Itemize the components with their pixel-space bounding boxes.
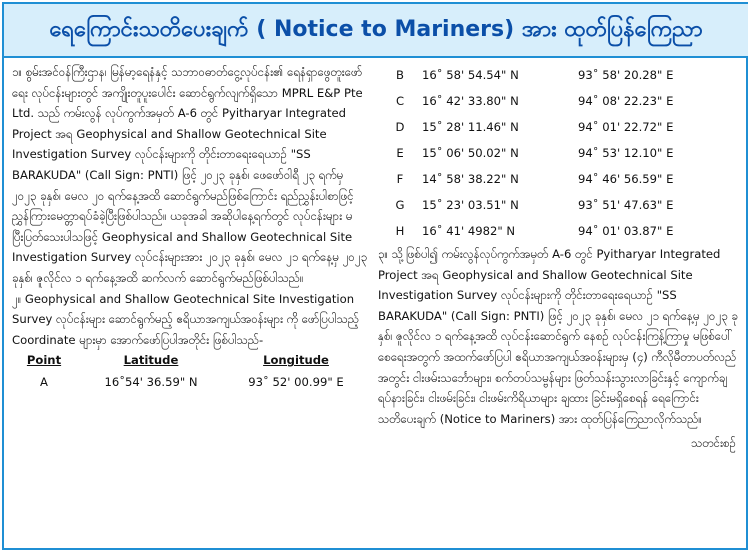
longitude-cell: 93˚ 58' 20.28" E <box>578 67 674 82</box>
latitude-cell: 16˚54' 36.59" N <box>104 374 198 389</box>
longitude-cell: 93˚ 51' 47.63" E <box>578 197 674 212</box>
longitude-cell: 94˚ 01' 03.87" E <box>578 223 674 238</box>
point-cell: C <box>395 93 405 108</box>
latitude-cell: 16˚ 41' 4982" N <box>422 223 516 238</box>
paragraph-1: ၁။ စွမ်းအင်ဝန်ကြီးဌာန၊ မြန်မာ့ရေနံနှင့် သဘာဝဓာတ်ငွေ့လုပ်ငန်း၏ ရေနံရှာဖွေတူးဖော်ရေး လုပ်ငန်းများတွင် အကျိုးတူပူးပေါင်း ဆောင်ရွက်လျက်ရှိသော MPRL E&P Pte Ltd. သည် ကမ်းလွန် လုပ်ကွက်အမှတ် A-6 တွင် Pyitharyar Integrated Project အရ Geophysical and Shallow Geotechnical Site Investigation Survey လုပ်ငန်းများကို တိုင်းတာရေးရေယာဉ် "SS BARAKUDA" (Call Sign: PNTI) ဖြင့် ၂၀၂၃ ခုနှစ်၊ ဖေဖော်ဝါရီ ၂၃ ရက်မှ ၂၀၂၃ ခုနှစ်၊ မေလ ၂၀ ရက်နေ့အထိ ဆောင်ရွက်မည်ဖြစ်ကြောင်း ရည်ညွှန်းပါစာဖြင့် ညွှန်ကြားမေတ္တာရပ်ခံခဲ့ပြီးဖြစ်ပါသည်။ ယခုအခါ အဆိုပါနေ့ရက်တွင် လုပ်ငန်းများ မပြီးပြတ်သေးပါသဖြင့် Geophysical and Shallow Geotechnical Site Investigation Survey လုပ်ငန်းများအား ၂၀၂၃ ခုနှစ်၊ မေလ ၂၁ ရက်နေ့မှ ၂၀၂၃ ခုနှစ်၊ ဇူလိုင်လ ၁ ရက်နေ့အထိ ဆက်လက် ဆောင်ရွက်မည်ဖြစ်ပါသည်။ <box>12 65 368 285</box>
latitude-cell: 16˚ 58' 54.54" N <box>422 67 519 82</box>
header-point: Point <box>26 353 62 368</box>
paragraph-2: ၂။ Geophysical and Shallow Geotechnical Site Investigation Survey လုပ်ငန်းများ ဆောင်ရွက်မည့် ဧရိယာအကျယ်အဝန်းများ ကို ဖော်ပြပါသည့် Coordinate များမှာ အောက်ဖော်ပြပါအတိုင်း ဖြစ်ပါသည်- <box>12 291 360 347</box>
table-row <box>378 114 728 140</box>
latitude-cell: 15˚ 06' 50.02" N <box>422 145 519 160</box>
point-cell: F <box>396 171 404 186</box>
point-cell: G <box>395 197 405 212</box>
signature: သတင်းစဉ် <box>691 436 736 451</box>
longitude-cell: 94˚ 53' 12.10" E <box>578 145 674 160</box>
table-row <box>378 62 728 88</box>
longitude-cell: 94˚ 01' 22.72" E <box>578 119 674 134</box>
latitude-cell: 16˚ 42' 33.80" N <box>422 93 519 108</box>
table-row <box>378 218 728 244</box>
right-column <box>378 62 740 454</box>
paragraph-3: ၃။ သို့ဖြစ်ပါ၍ ကမ်းလွန်လုပ်ကွက်အမှတ် A-6 တွင် Pyitharyar Integrated Project အရ Geophysical and Shallow Geotechnical Site Investigation Survey လုပ်ငန်းများကို တိုင်းတာရေးရေယာဉ် "SS BARAKUDA" (Call Sign: PNTI) ဖြင့် ၂၀၂၃ ခုနှစ်၊ မေလ ၂၁ ရက်နေ့မှ ၂၀၂၃ ခုနှစ်၊ ဇူလိုင်လ ၁ ရက်နေ့အထိ လုပ်ငန်းဆောင်ရွက် နေစဉ် လုပ်ငန်းကြန့်ကြာမှု မဖြစ်ပေါ်စေရေးအတွက် အထက်ဖော်ပြပါ ဧရိယာအကျယ်အဝန်းများမှ (၄) ကီလိုမီတာပတ်လည်အတွင်း ငါးဖမ်းသင်္ဘောများ၊ စက်တပ်သမ္ဗန်များ ဖြတ်သန်းသွားလာခြင်းနှင့် ကျောက်ချရပ်နားခြင်း၊ ငါးဖမ်းခြင်း၊ ငါးဖမ်းကိရိယာများ ချထား ခြင်းမရှိစေရန် ရေကြောင်းသတိပေးချက် (Notice to Mariners) အား ထုတ်ပြန်ကြေညာလိုက်သည်။ <box>378 247 738 426</box>
point-cell: H <box>395 223 405 238</box>
table-row <box>378 140 728 166</box>
coordinate-table-header <box>12 350 366 393</box>
point-cell: E <box>396 145 404 160</box>
table-header-row <box>12 350 366 371</box>
point-cell: A <box>40 374 48 389</box>
latitude-cell: 15˚ 23' 03.51" N <box>422 197 519 212</box>
table-row <box>378 192 728 218</box>
longitude-cell: 94˚ 08' 22.23" E <box>578 93 674 108</box>
table-row <box>378 166 728 192</box>
latitude-cell: 14˚ 58' 38.22" N <box>422 171 519 186</box>
table-row <box>12 371 366 393</box>
coordinate-table <box>378 62 728 244</box>
point-cell: B <box>396 67 404 82</box>
table-row <box>378 88 728 114</box>
longitude-cell: 94˚ 46' 56.59" E <box>578 171 674 186</box>
notice-header <box>4 4 748 58</box>
longitude-cell: 93˚ 52' 00.99" E <box>248 374 344 389</box>
latitude-cell: 15˚ 28' 11.46" N <box>422 119 519 134</box>
header-latitude: Latitude <box>123 353 179 368</box>
header-longitude: Longitude <box>263 353 329 368</box>
left-column <box>12 62 368 393</box>
notice-title: ရေကြောင်းသတိပေးချက် ( Notice to Mariners) အား ထုတ်ပြန်ကြေညာ <box>49 16 703 42</box>
point-cell: D <box>395 119 405 134</box>
